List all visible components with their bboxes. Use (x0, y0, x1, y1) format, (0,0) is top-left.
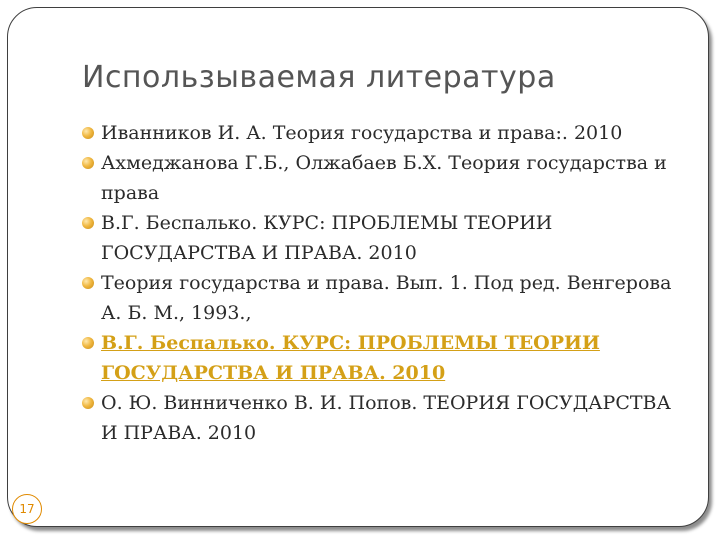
bullet-dot-icon (82, 397, 94, 409)
reference-text: Теория государства и права. Вып. 1. Под ред. Венгерова А. Б. М., 1993., (101, 272, 672, 324)
bullet-dot-icon (82, 217, 94, 229)
reference-item (80, 148, 690, 208)
reference-text: Иванников И. А. Теория государства и права:. 2010 (101, 122, 623, 144)
reference-item (80, 118, 690, 148)
bullet-dot-icon (82, 127, 94, 139)
slide-title: Использываемая литература (82, 60, 556, 95)
reference-text: Ахмеджанова Г.Б., Олжабаев Б.Х. Теория государства и права (101, 152, 667, 204)
bullet-dot-icon (82, 337, 94, 349)
reference-item (80, 208, 690, 268)
page-number-badge: 17 (12, 494, 42, 524)
reference-text: О. Ю. Винниченко В. И. Попов. ТЕОРИЯ ГОСУДАРСТВА И ПРАВА. 2010 (101, 392, 671, 444)
bullet-dot-icon (82, 277, 94, 289)
reference-item-link[interactable] (80, 328, 690, 388)
reference-list (80, 118, 690, 448)
reference-text: В.Г. Беспалько. КУРС: ПРОБЛЕМЫ ТЕОРИИ ГОСУДАРСТВА И ПРАВА. 2010 (101, 212, 553, 264)
reference-item (80, 388, 690, 448)
reference-item (80, 268, 690, 328)
reference-link-text[interactable]: В.Г. Беспалько. КУРС: ПРОБЛЕМЫ ТЕОРИИ ГОСУДАРСТВА И ПРАВА. 2010 (101, 332, 600, 384)
bullet-dot-icon (82, 157, 94, 169)
